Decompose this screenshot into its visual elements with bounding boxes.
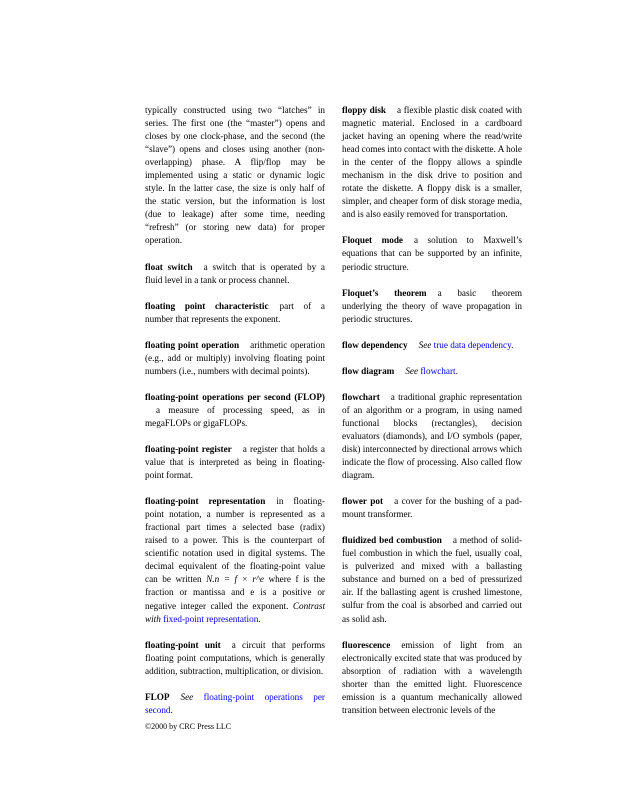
definition: a switch that is operated by a fluid level in a tank or process channel. (145, 261, 325, 285)
term: floppy disk (342, 105, 387, 115)
definition: a traditional graphic representation of an algorithm or a program, in using named functional blocks (rectangles), decision evaluators (diamonds), and I/O symbols (paper, disk) interconnected by directional arrows which indicate the flow of processing. Also called flow diagram. (342, 391, 522, 481)
definition: a method of solid-fuel combustion in which the fuel, usually coal, is pulverized and mixed with a ballasting substance and burned on a bed of pressurized air. If the ballasting agent is crushed limestone, sulfur from the coal is absorbed and carried out as solid ash. (342, 535, 522, 624)
entry-floating-point-characteristic (145, 300, 325, 326)
term: floating point operation (145, 339, 240, 350)
term: floating-point operations per second (FLOP) (145, 391, 325, 402)
term: float switch (145, 261, 193, 272)
definition: a solution to Maxwell’s equations that can be supported by an infinite, periodic structure. (342, 235, 522, 272)
entry-flow-diagram: flow diagram See flowchart. (342, 365, 458, 376)
see-link[interactable]: floating-point operations per second (145, 691, 325, 715)
term: flow diagram (342, 365, 395, 376)
entry-floating-point-unit (145, 639, 325, 678)
definition: a circuit that performs floating point computations, which is generally addition, subtraction, multiplication, or division. (145, 639, 325, 676)
definition: emission of light from an electronically excited state that was produced by absorption of radiation with a wavelength shorter than the emitted light. Fluorescence emission is a quantum mechanically allowed transition between electronic levels of the (342, 639, 522, 715)
contrast-label: Contrast with (145, 600, 326, 624)
entry-floquets-theorem (342, 287, 522, 326)
formula: N.n = f × r^e (206, 574, 264, 585)
term: flowchart (342, 391, 380, 402)
term: fluorescence (342, 639, 391, 650)
term: floating-point register (145, 443, 232, 454)
entry-fluidized-bed-combustion (342, 534, 522, 625)
definition: a register that holds a value that is interpreted as being in floating-point format. (145, 443, 325, 481)
term: fluidized bed combustion (342, 535, 442, 546)
entry-floppy-disk (342, 104, 522, 221)
contrast-link[interactable]: fixed-point representation (163, 613, 259, 624)
continuation-text: typically constructed using two “latches” in series. The first one (the “master”) opens and closes by one clock-phase, and the second (the “slave”) opens and closes using another (non-overlapping) phase. A flip/flop may be implemented using a static or dynamic logic style. In the latter case, the size is only half of the static version, but the information is lost (due to leakage) after some time, needing “refresh” (or storing new data) for proper operation. (145, 105, 325, 246)
definition: a basic theorem underlying the theory of wave propagation in periodic structures. (342, 287, 522, 324)
see-link[interactable]: true data dependency (433, 339, 512, 350)
term: FLOP (145, 691, 170, 702)
term: flow dependency (342, 339, 408, 350)
term: floating-point representation (145, 496, 266, 507)
left-column (145, 104, 325, 730)
entry-flower-pot (342, 495, 522, 521)
term: floating point characteristic (145, 300, 269, 311)
definition: a cover for the bushing of a pad-mount transformer. (342, 496, 522, 520)
see-label: See (418, 339, 432, 350)
entry-flops (145, 391, 325, 430)
definition-part1: in floating-point notation, a number is represented as a fractional part times a selected base (radix) raised to a power. This is the counterpart of scientific notation used in digital systems. The decimal equivalent of the floating-point value can be written (145, 496, 325, 585)
right-column (342, 104, 522, 730)
definition: arithmetic operation (e.g., add or multiply) involving floating point numbers (i.e., numbers with decimal points). (145, 339, 325, 376)
term: Floquet’s theorem (342, 287, 427, 298)
entry-floating-point-representation: floating-point representation in floating-point notation, a number is represented as a fractional part times a selected base (radix) raised to a power. This is the counterpart of scientific notation used in digital systems. The decimal equivalent of the floating-point value can be written N.n = f × r^e where f is the fraction or mantissa and e is a positive or negative integer called the exponent. Contrast with fixed-point representation. (145, 496, 326, 624)
entry-floquet-mode (342, 234, 522, 273)
definition: a measure of processing speed, as in megaFLOPs or gigaFLOPs. (145, 404, 325, 428)
term: flower pot (342, 496, 384, 507)
entry-flowchart (342, 391, 522, 482)
see-label: See (405, 365, 419, 376)
entry-float-switch (145, 261, 325, 287)
entry-floating-point-operation (145, 339, 325, 378)
copyright-footer: ©2000 by CRC Press LLC (145, 722, 232, 731)
definition: a flexible plastic disk coated with magnetic material. Enclosed in a cardboard jacket having an opening where the read/write head comes into contact with the diskette. A hole in the center of the floppy allows a spindle mechanism in the disk drive to position and rotate the diskette. A floppy disk is a smaller, simpler, and cheaper form of disk storage media, and is also easily removed for transportation. (342, 105, 522, 220)
definition-part2: where f is the fraction or mantissa and e is a positive or negative integer called the exponent. (145, 574, 325, 611)
entry-flop: FLOP See floating-point operations per second. (145, 691, 325, 715)
continuation-entry (145, 104, 325, 248)
see-label: See (180, 691, 194, 702)
term: floating-point unit (145, 639, 221, 650)
entry-floating-point-register (145, 443, 325, 482)
see-link[interactable]: flowchart (420, 365, 456, 376)
entry-fluorescence (342, 639, 522, 717)
term: Floquet mode (342, 235, 404, 246)
entry-flow-dependency: flow dependency See true data dependency. (342, 339, 514, 350)
definition: part of a number that represents the exponent. (145, 300, 325, 324)
